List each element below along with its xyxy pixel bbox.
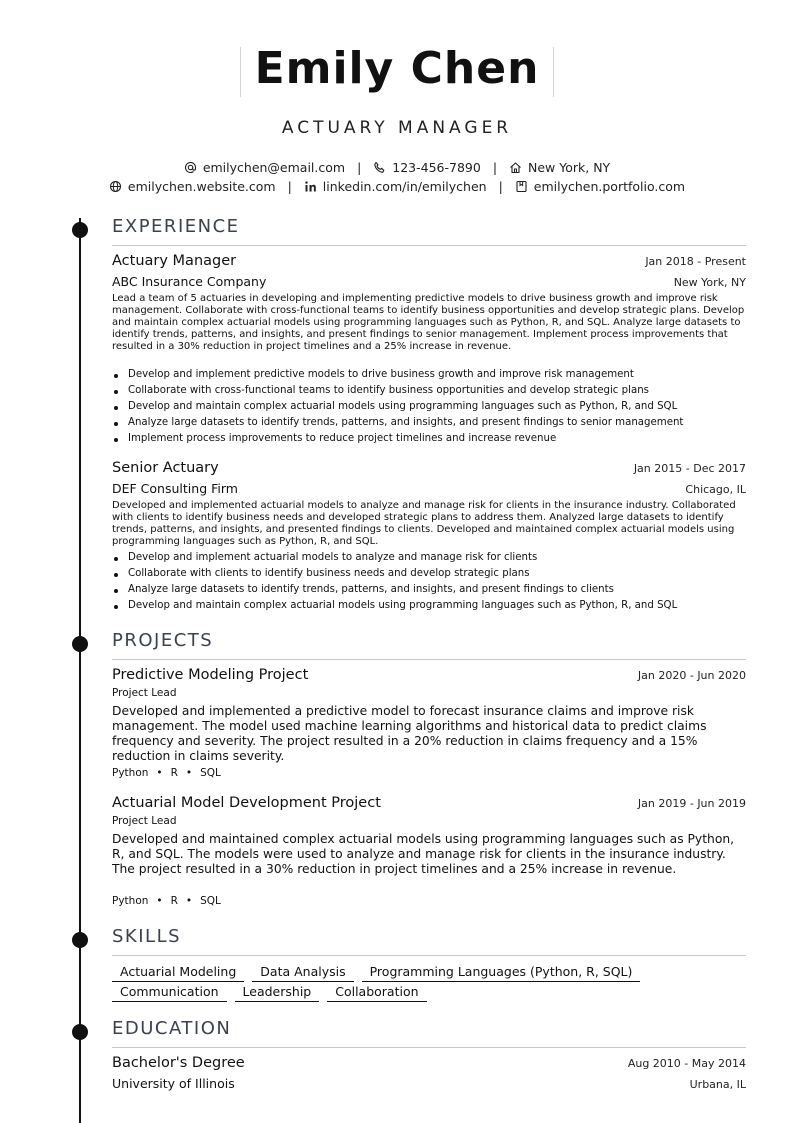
- contact-line-2: [0, 179, 794, 194]
- list-item: Develop and implement actuarial models to analyze and manage risk for clients: [112, 550, 746, 566]
- linkedin-link[interactable]: linkedin.com/in/emilychen: [322, 179, 487, 194]
- at-icon: [184, 161, 197, 174]
- job-role: Actuary Manager: [112, 253, 237, 269]
- section-title-skills: SKILLS: [112, 926, 746, 956]
- job-dates: Jan 2018 - Present: [645, 255, 746, 268]
- project-dates: Jan 2019 - Jun 2019: [637, 797, 746, 810]
- tag: R: [170, 767, 178, 779]
- contact-line-1: [0, 160, 794, 175]
- project-tags: [112, 895, 221, 907]
- home-icon: [509, 161, 522, 174]
- portfolio-icon: [515, 180, 528, 193]
- project-description: Developed and maintained complex actuarial models using programming languages such as Python, R, and SQL. The models were used to analyze and manage risk for clients in the insurance industry. The project resulted in a 30% reduction in project timelines and a 25% increase in revenue.: [112, 832, 735, 876]
- project-tags: [112, 767, 221, 779]
- job-header: [112, 460, 746, 476]
- job-company: DEF Consulting Firm: [112, 481, 238, 496]
- job-subheader: [112, 274, 746, 289]
- section-title-education: EDUCATION: [112, 1018, 746, 1048]
- education-school: University of Illinois: [112, 1076, 235, 1091]
- list-item: Develop and maintain complex actuarial models using programming languages such as Python, R, and SQL: [112, 598, 746, 614]
- timeline-line: [79, 218, 81, 1123]
- tag-separator: •: [185, 767, 193, 779]
- tag: SQL: [200, 767, 221, 779]
- project-header: [112, 795, 746, 811]
- education-location: Urbana, IL: [689, 1078, 746, 1091]
- tag: SQL: [200, 895, 221, 907]
- job-bullets: [112, 550, 746, 614]
- section-title-experience: EXPERIENCE: [112, 216, 746, 246]
- timeline-dot: [72, 636, 88, 652]
- project-role: Project Lead: [112, 687, 177, 699]
- tag: Python: [112, 767, 149, 779]
- globe-icon: [109, 180, 122, 193]
- job-location: New York, NY: [673, 276, 746, 289]
- list-item: Analyze large datasets to identify trends, patterns, and insights, and present findings to clients: [112, 582, 746, 598]
- section-title-projects: PROJECTS: [112, 630, 746, 660]
- job-bullets: [112, 367, 746, 447]
- portfolio-link[interactable]: emilychen.portfolio.com: [533, 179, 686, 194]
- phone-number[interactable]: 123-456-7890: [392, 160, 481, 175]
- project-header: [112, 667, 746, 683]
- project-role: Project Lead: [112, 815, 177, 827]
- skill-tag: Communication: [112, 984, 227, 1002]
- timeline-dot: [72, 1024, 88, 1040]
- separator: |: [492, 160, 498, 175]
- job-company: ABC Insurance Company: [112, 274, 267, 289]
- tag-separator: •: [185, 895, 193, 907]
- skills-row: [112, 984, 435, 1002]
- list-item: Collaborate with clients to identify business needs and develop strategic plans: [112, 566, 746, 582]
- skill-tag: Collaboration: [327, 984, 426, 1002]
- job-title: ACTUARY MANAGER: [281, 118, 513, 138]
- candidate-name: Emily Chen: [254, 43, 540, 94]
- project-name: Actuarial Model Development Project: [112, 795, 381, 811]
- phone-icon: [373, 161, 386, 174]
- project-description: Developed and implemented a predictive model to forecast insurance claims and improve risk management. The model used machine learning algorithms and historical data to predict claims frequency and severity. The project resulted in a 20% reduction in claims frequency and a 15% reduction in claims severity.: [112, 704, 707, 763]
- project-dates: Jan 2020 - Jun 2020: [637, 669, 746, 682]
- skill-tag: Data Analysis: [252, 964, 353, 982]
- education-dates: Aug 2010 - May 2014: [627, 1057, 746, 1070]
- location-text: New York, NY: [528, 160, 611, 175]
- email-link[interactable]: emilychen@email.com: [202, 160, 346, 175]
- education-degree: Bachelor's Degree: [112, 1055, 245, 1071]
- tag-separator: •: [156, 767, 163, 779]
- separator: |: [287, 179, 292, 194]
- job-subheader: [112, 481, 746, 496]
- list-item: Implement process improvements to reduce project timelines and increase revenue: [112, 431, 746, 447]
- tag-separator: •: [156, 895, 163, 907]
- skill-tag: Actuarial Modeling: [112, 964, 244, 982]
- skill-tag: Programming Languages (Python, R, SQL): [362, 964, 641, 982]
- job-summary: Developed and implemented actuarial models to analyze and manage risk for clients in the insurance industry. Collaborated with clients to identify business needs and developed strategic plans to address them. Analyzed large datasets to identify trends, patterns, and insights, and presented findings to clients. Developed and maintained complex actuarial models using programming languages such as Python, R, and SQL.: [112, 500, 736, 547]
- name-frame: [240, 43, 554, 97]
- linkedin-icon: [304, 180, 317, 193]
- job-role: Senior Actuary: [112, 460, 219, 476]
- timeline-dot: [72, 222, 88, 238]
- separator: |: [498, 179, 503, 194]
- tag: Python: [112, 895, 149, 907]
- list-item: Collaborate with cross-functional teams to identify business opportunities and develop strategic plans: [112, 383, 746, 399]
- separator: |: [357, 160, 362, 175]
- website-link[interactable]: emilychen.website.com: [127, 179, 276, 194]
- skills-row: [112, 964, 648, 982]
- education-header: [112, 1055, 746, 1071]
- job-summary: Lead a team of 5 actuaries in developing and implementing predictive models to drive business growth and improve risk management. Collaborate with cross-functional teams to identify business opportunities and develop strategic plans. Develop and maintain complex actuarial models using programming languages such as Python, R, and SQL. Analyze large datasets to identify trends, patterns, and insights, and present findings to senior management. Implement process improvements that resulted in a 30% reduction in project timelines and a 25% increase in revenue.: [112, 293, 745, 352]
- list-item: Develop and implement predictive models to drive business growth and improve risk management: [112, 367, 746, 383]
- list-item: Analyze large datasets to identify trends, patterns, and insights, and present findings to senior management: [112, 415, 746, 431]
- job-dates: Jan 2015 - Dec 2017: [633, 462, 746, 475]
- skill-tag: Leadership: [235, 984, 320, 1002]
- list-item: Develop and maintain complex actuarial models using programming languages such as Python, R, and SQL: [112, 399, 746, 415]
- job-header: [112, 253, 746, 269]
- project-name: Predictive Modeling Project: [112, 667, 309, 683]
- education-subheader: [112, 1076, 746, 1091]
- tag: R: [170, 895, 178, 907]
- job-location: Chicago, IL: [685, 483, 746, 496]
- timeline-dot: [72, 932, 88, 948]
